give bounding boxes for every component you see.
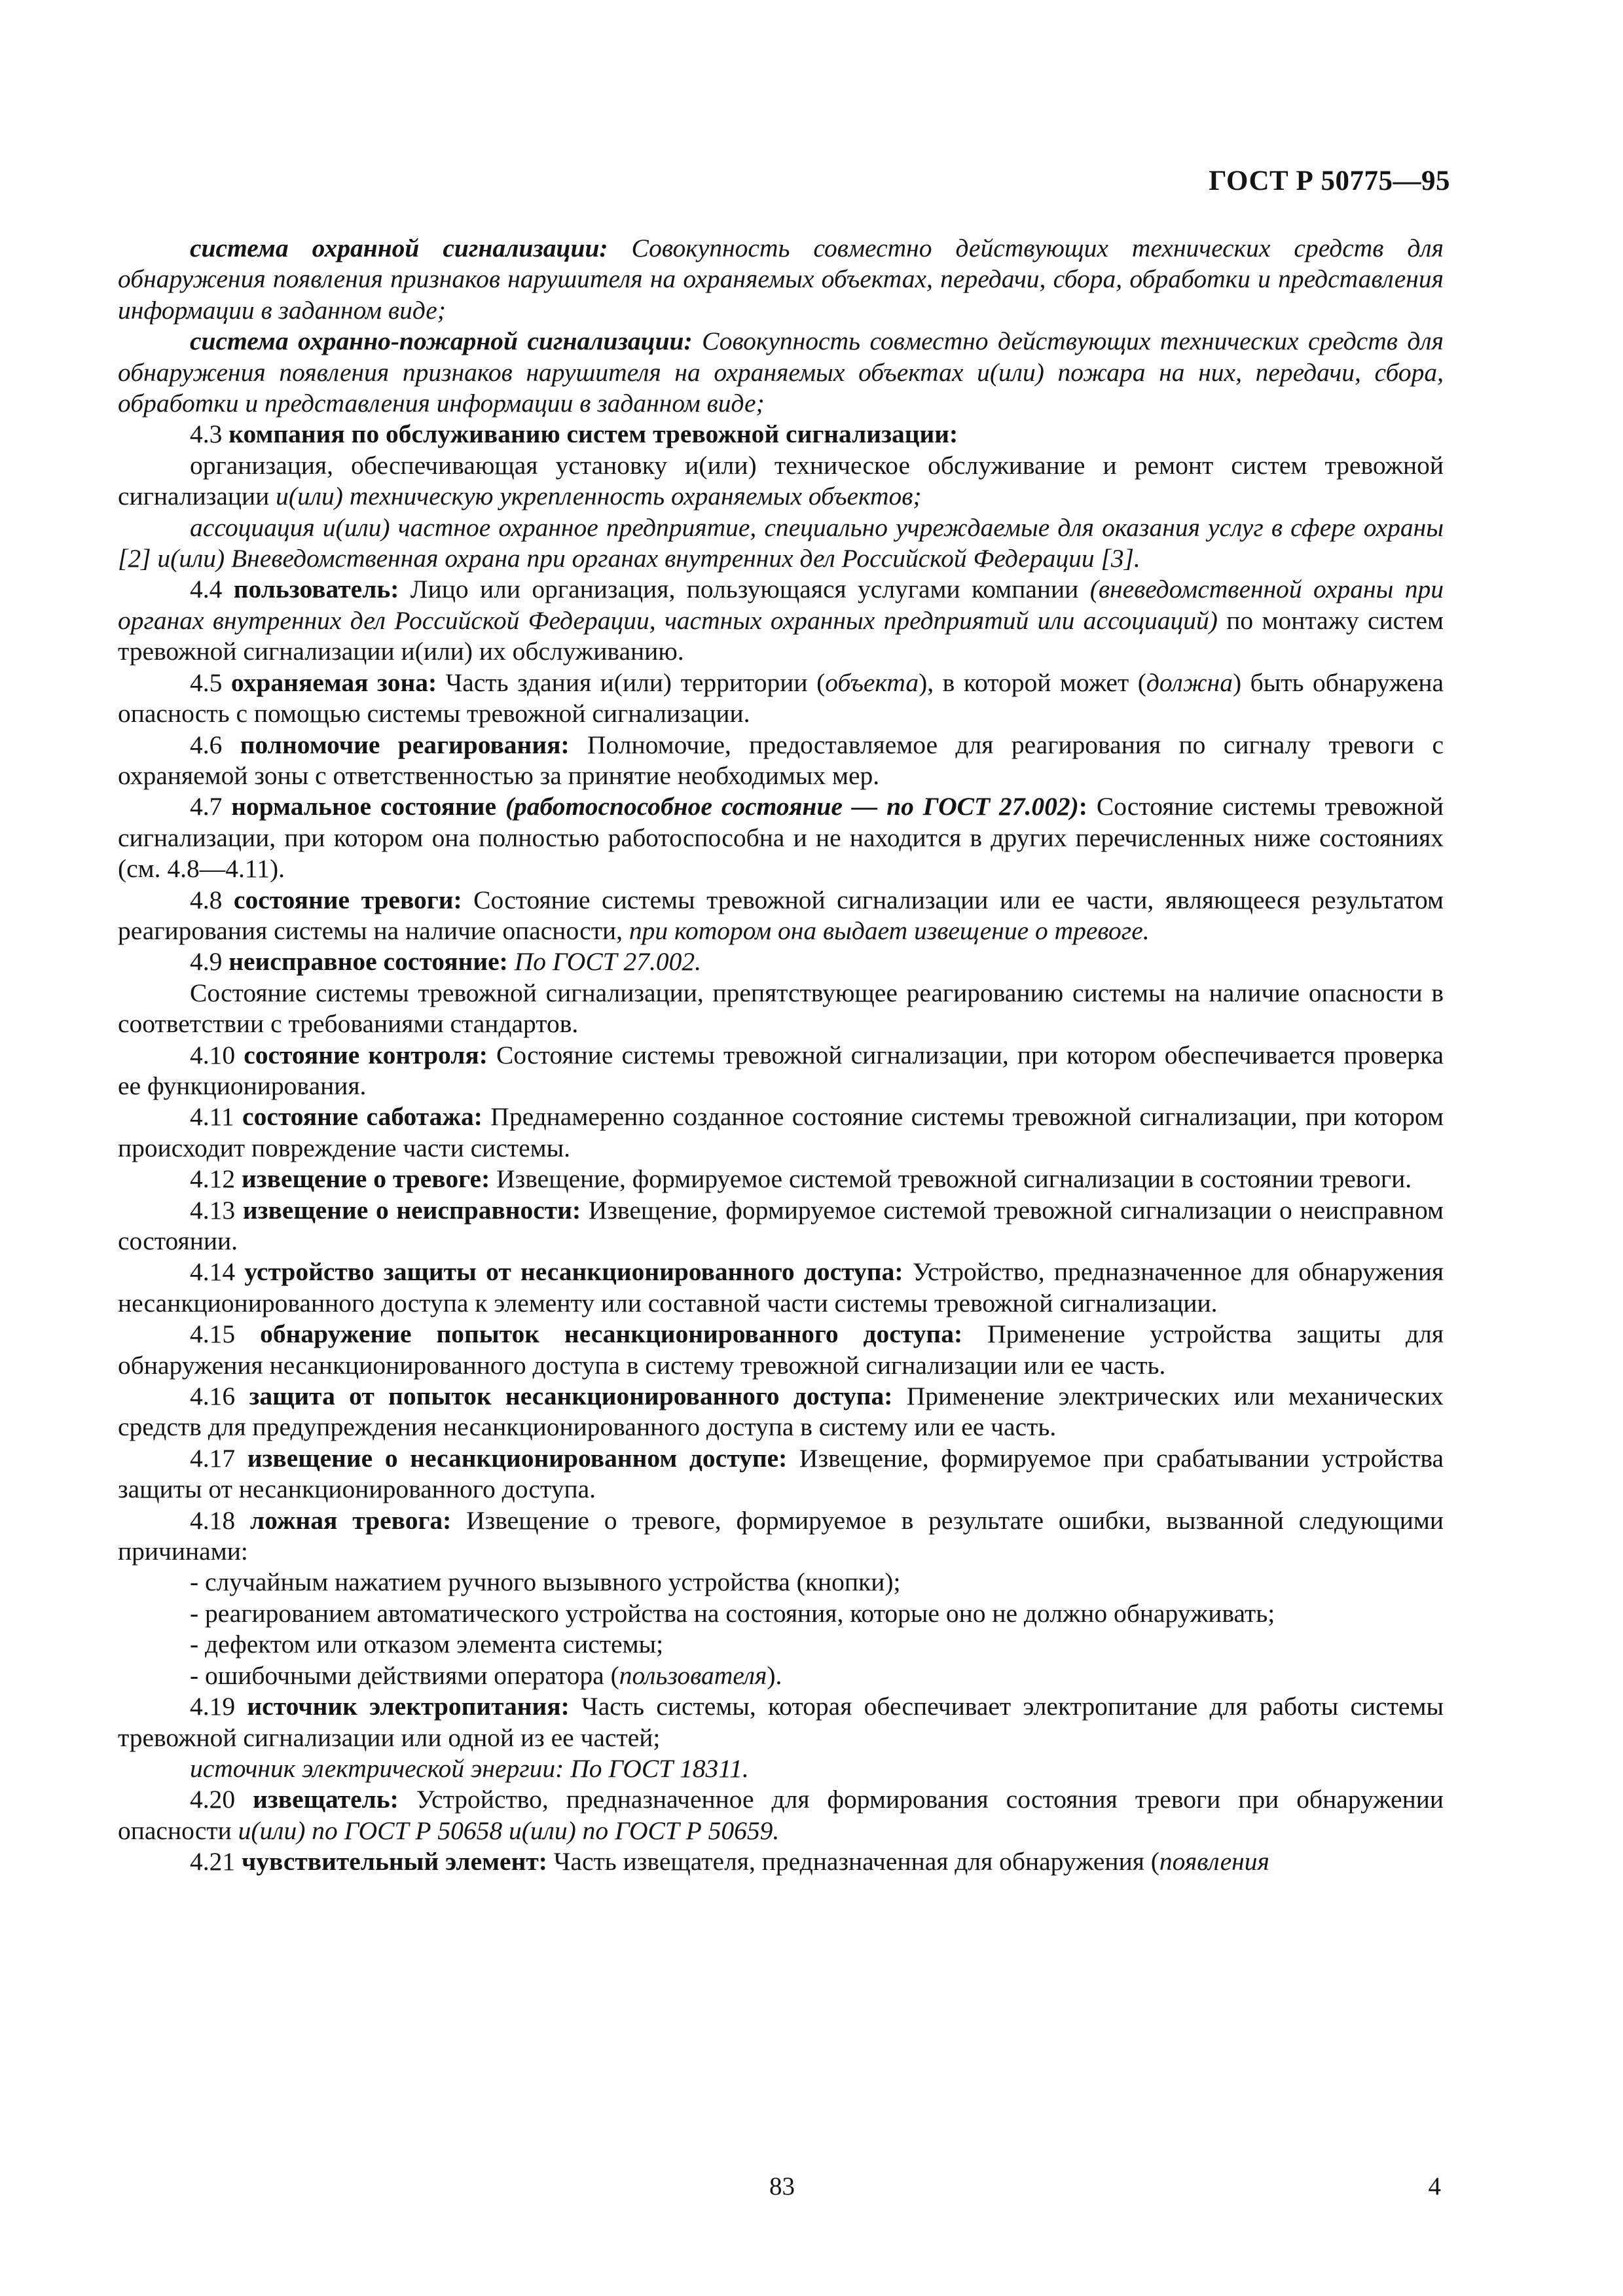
document-header-title: ГОСТ Р 50775—95 bbox=[1209, 166, 1450, 196]
text-run: 4.18 bbox=[190, 1505, 250, 1535]
term-bold: компания по обслуживанию систем тревожной сигнализации: bbox=[228, 420, 958, 449]
text-run: 4.21 bbox=[190, 1847, 242, 1876]
text-run: Лицо или организация, пользующаяся услугами компании bbox=[399, 575, 1090, 604]
term-bold: извещение о тревоге: bbox=[242, 1164, 490, 1194]
paragraph bbox=[118, 791, 1444, 884]
text-run: Извещение о тревоге, формируемое в результате ошибки, вызванной следующими причинами: bbox=[118, 1505, 1444, 1566]
term-bold: охраняемая зона: bbox=[230, 668, 437, 697]
text-run: Преднамеренно созданное состояние системы тревожной сигнализации, при котором происходит повреждение части системы. bbox=[118, 1102, 1444, 1162]
text-run: - случайным нажатием ручного вызывного устройства (кнопки); bbox=[190, 1568, 901, 1597]
text-run: организация, обеспечивающая установку и(или) техническое обслуживание и ремонт систем тревожной сигнализации bbox=[118, 450, 1444, 511]
term-bold: ложная тревога: bbox=[249, 1505, 452, 1535]
text-run: Извещение, формируемое при срабатывании устройства защиты от несанкционированного доступа. bbox=[118, 1443, 1444, 1504]
text-italic: должна bbox=[1146, 668, 1233, 697]
text-run: - ошибочными действиями оператора ( bbox=[190, 1660, 619, 1690]
text-run: Применение устройства защиты для обнаружения несанкционированного доступа в систему тревожной сигнализации или ее часть. bbox=[118, 1319, 1444, 1380]
paragraph bbox=[118, 1753, 1444, 1784]
text-run: Часть системы, которая обеспечивает электропитание для работы системы тревожной сигнализации или одной из ее частей; bbox=[118, 1692, 1444, 1752]
paragraph bbox=[118, 1381, 1444, 1443]
text-run: 4.14 bbox=[190, 1257, 245, 1287]
text-run: Состояние системы тревожной сигнализации, при котором она полностью работоспособна и не находится в других перечисленных ниже состояниях (см. 4.8—4.11). bbox=[118, 792, 1444, 884]
paragraph bbox=[118, 1505, 1444, 1568]
text-italic: источник электрической энергии: По ГОСТ 18311. bbox=[190, 1753, 749, 1783]
paragraph bbox=[118, 1629, 1444, 1660]
paragraph bbox=[118, 1784, 1444, 1846]
term-bold: чувствительный элемент: bbox=[242, 1847, 547, 1876]
text-run: 4.12 bbox=[190, 1164, 242, 1194]
paragraph bbox=[118, 1257, 1444, 1319]
term-bold: нормальное состояние bbox=[231, 792, 505, 821]
paragraph bbox=[118, 1846, 1444, 1877]
text-run: Извещение, формируемое системой тревожной сигнализации в состоянии тревоги. bbox=[490, 1164, 1412, 1194]
text-italic: Совокупность совместно действующих технических средств для обнаружения появления признаков нарушителя на охраняемых объектах и(или) пожара на них, передачи, сбора, обработки и представления информации в заданном виде; bbox=[118, 327, 1444, 418]
term-bold: пользователь: bbox=[233, 575, 399, 604]
paragraph bbox=[118, 1102, 1444, 1164]
text-run: 4.9 bbox=[190, 947, 229, 977]
text-run: ) быть обнаружена опасность с помощью системы тревожной сигнализации. bbox=[118, 668, 1444, 728]
text-run: Устройство, предназначенное для обнаружения несанкционированного доступа к элементу или составной части системы тревожной сигнализации. bbox=[118, 1257, 1444, 1318]
term-bold: извещение о неисправности: bbox=[242, 1195, 581, 1225]
text-italic: По ГОСТ 27.002. bbox=[507, 947, 702, 977]
paragraph bbox=[118, 450, 1444, 512]
term-bold: источник электропитания: bbox=[247, 1692, 570, 1721]
text-run: - дефектом или отказом элемента системы; bbox=[190, 1630, 664, 1659]
paragraph bbox=[118, 1567, 1444, 1598]
text-italic: (вневедомственной охраны при органах внутренних дел Российской Федерации, частных охранных предприятий или ассоциаций) bbox=[118, 575, 1444, 635]
text-run: 4.13 bbox=[190, 1195, 243, 1225]
term-bold: извещатель: bbox=[253, 1785, 399, 1814]
text-italic: пользователя bbox=[619, 1660, 767, 1690]
paragraph bbox=[118, 730, 1444, 792]
paragraph bbox=[118, 1319, 1444, 1381]
term-bold-italic: система охранной сигнализации: bbox=[190, 234, 608, 262]
text-run: Состояние системы тревожной сигнализации, при котором обеспечивается проверка ее функционирования. bbox=[118, 1040, 1444, 1100]
text-run: 4.4 bbox=[190, 575, 234, 604]
term-bold: защита от попыток несанкционированного доступа: bbox=[249, 1382, 893, 1411]
text-italic: Совокупность совместно действующих технических средств для обнаружения появления признаков нарушителя на охраняемых объектах, передачи, сбора, обработки и представления информации в заданном виде; bbox=[118, 234, 1444, 325]
paragraph bbox=[118, 978, 1444, 1040]
paragraph bbox=[118, 885, 1444, 947]
text-run: Часть здания и(или) территории ( bbox=[437, 668, 826, 697]
paragraph bbox=[118, 574, 1444, 667]
paragraph bbox=[118, 946, 1444, 977]
paragraph bbox=[118, 512, 1444, 575]
term-bold: устройство защиты от несанкционированного доступа: bbox=[244, 1257, 903, 1287]
text-run: Часть извещателя, предназначенная для обнаружения ( bbox=[547, 1847, 1159, 1876]
text-italic: объекта bbox=[825, 668, 919, 697]
text-run: Применение электрических или механических средств для предупреждения несанкционированного доступа в систему или ее часть. bbox=[118, 1382, 1444, 1442]
paragraph bbox=[118, 1443, 1444, 1505]
page-number-center: 83 bbox=[769, 2172, 795, 2200]
paragraph bbox=[118, 233, 1444, 326]
paragraph bbox=[118, 326, 1444, 419]
text-run: 4.20 bbox=[190, 1785, 253, 1814]
term-bold: состояние контроля: bbox=[244, 1040, 488, 1069]
term-bold: состояние саботажа: bbox=[242, 1102, 483, 1132]
text-run: 4.7 bbox=[190, 792, 232, 821]
paragraph bbox=[118, 1040, 1444, 1102]
term-bold: извещение о несанкционированном доступе: bbox=[247, 1443, 788, 1473]
text-run: 4.8 bbox=[190, 885, 234, 914]
paragraph bbox=[118, 668, 1444, 730]
text-run: 4.19 bbox=[190, 1692, 247, 1721]
text-run: Состояние системы тревожной сигнализации или ее части, являющееся результатом реагирования системы на наличие опасности, bbox=[118, 885, 1444, 945]
paragraph bbox=[118, 1660, 1444, 1691]
term-bold: состояние тревоги: bbox=[233, 885, 462, 914]
text-run: - реагированием автоматического устройства на состояния, которые оно не должно обнаруживать; bbox=[190, 1598, 1275, 1628]
paragraph bbox=[118, 1598, 1444, 1629]
text-run: Состояние системы тревожной сигнализации, препятствующее реагированию системы на наличие опасности в соответствии с требованиями стандартов. bbox=[118, 978, 1444, 1039]
text-run: 4.10 bbox=[190, 1040, 244, 1069]
text-italic: появления bbox=[1159, 1847, 1269, 1876]
text-run: Извещение, формируемое системой тревожной сигнализации о неисправном состоянии. bbox=[118, 1195, 1444, 1255]
text-run: Полномочие, предоставляемое для реагирования по сигналу тревоги с охраняемой зоны с ответственностью за принятие необходимых мер. bbox=[118, 730, 1444, 790]
text-run: 4.6 bbox=[190, 730, 240, 759]
paragraph bbox=[118, 1195, 1444, 1257]
text-run: ). bbox=[767, 1660, 782, 1690]
text-run: Устройство, предназначенное для формирования состояния тревоги при обнаружении опасности bbox=[118, 1785, 1444, 1845]
text-run: ), в которой может ( bbox=[919, 668, 1146, 697]
text-run: 4.17 bbox=[190, 1443, 247, 1473]
document-body bbox=[118, 233, 1444, 1878]
text-run: по монтажу систем тревожной сигнализации и(или) их обслуживанию. bbox=[118, 605, 1444, 666]
term-bold: : bbox=[1078, 792, 1087, 821]
paragraph bbox=[118, 1691, 1444, 1753]
paragraph bbox=[118, 419, 1444, 450]
term-bold: обнаружение попыток несанкционированного доступа: bbox=[260, 1319, 963, 1349]
text-italic: при котором она выдает извещение о тревоге. bbox=[629, 916, 1150, 945]
text-italic: и(или) по ГОСТ Р 50658 и(или) по ГОСТ Р 50659. bbox=[238, 1816, 780, 1845]
text-italic: ассоциация и(или) частное охранное предприятие, специально учреждаемые для оказания услуг в сфере охраны [2] и(или) Вневедомственная охрана при органах внутренних дел Российской Федерации [3]. bbox=[118, 512, 1444, 573]
text-run: 4.5 bbox=[190, 668, 231, 697]
text-run: 4.3 bbox=[190, 420, 229, 449]
paragraph bbox=[118, 1164, 1444, 1194]
term-bold-italic: (работоспособное состояние — по ГОСТ 27.002) bbox=[505, 792, 1079, 821]
text-run: 4.15 bbox=[190, 1319, 261, 1349]
text-italic: и(или) техническую укрепленность охраняемых объектов; bbox=[276, 482, 922, 511]
text-run: 4.11 bbox=[190, 1102, 243, 1132]
term-bold: полномочие реагирования: bbox=[240, 730, 570, 759]
text-run: 4.16 bbox=[190, 1382, 249, 1411]
term-bold: неисправное состояние: bbox=[228, 947, 508, 977]
page-number-right: 4 bbox=[1428, 2172, 1441, 2200]
term-bold-italic: система охранно-пожарной сигнализации: bbox=[190, 327, 693, 356]
